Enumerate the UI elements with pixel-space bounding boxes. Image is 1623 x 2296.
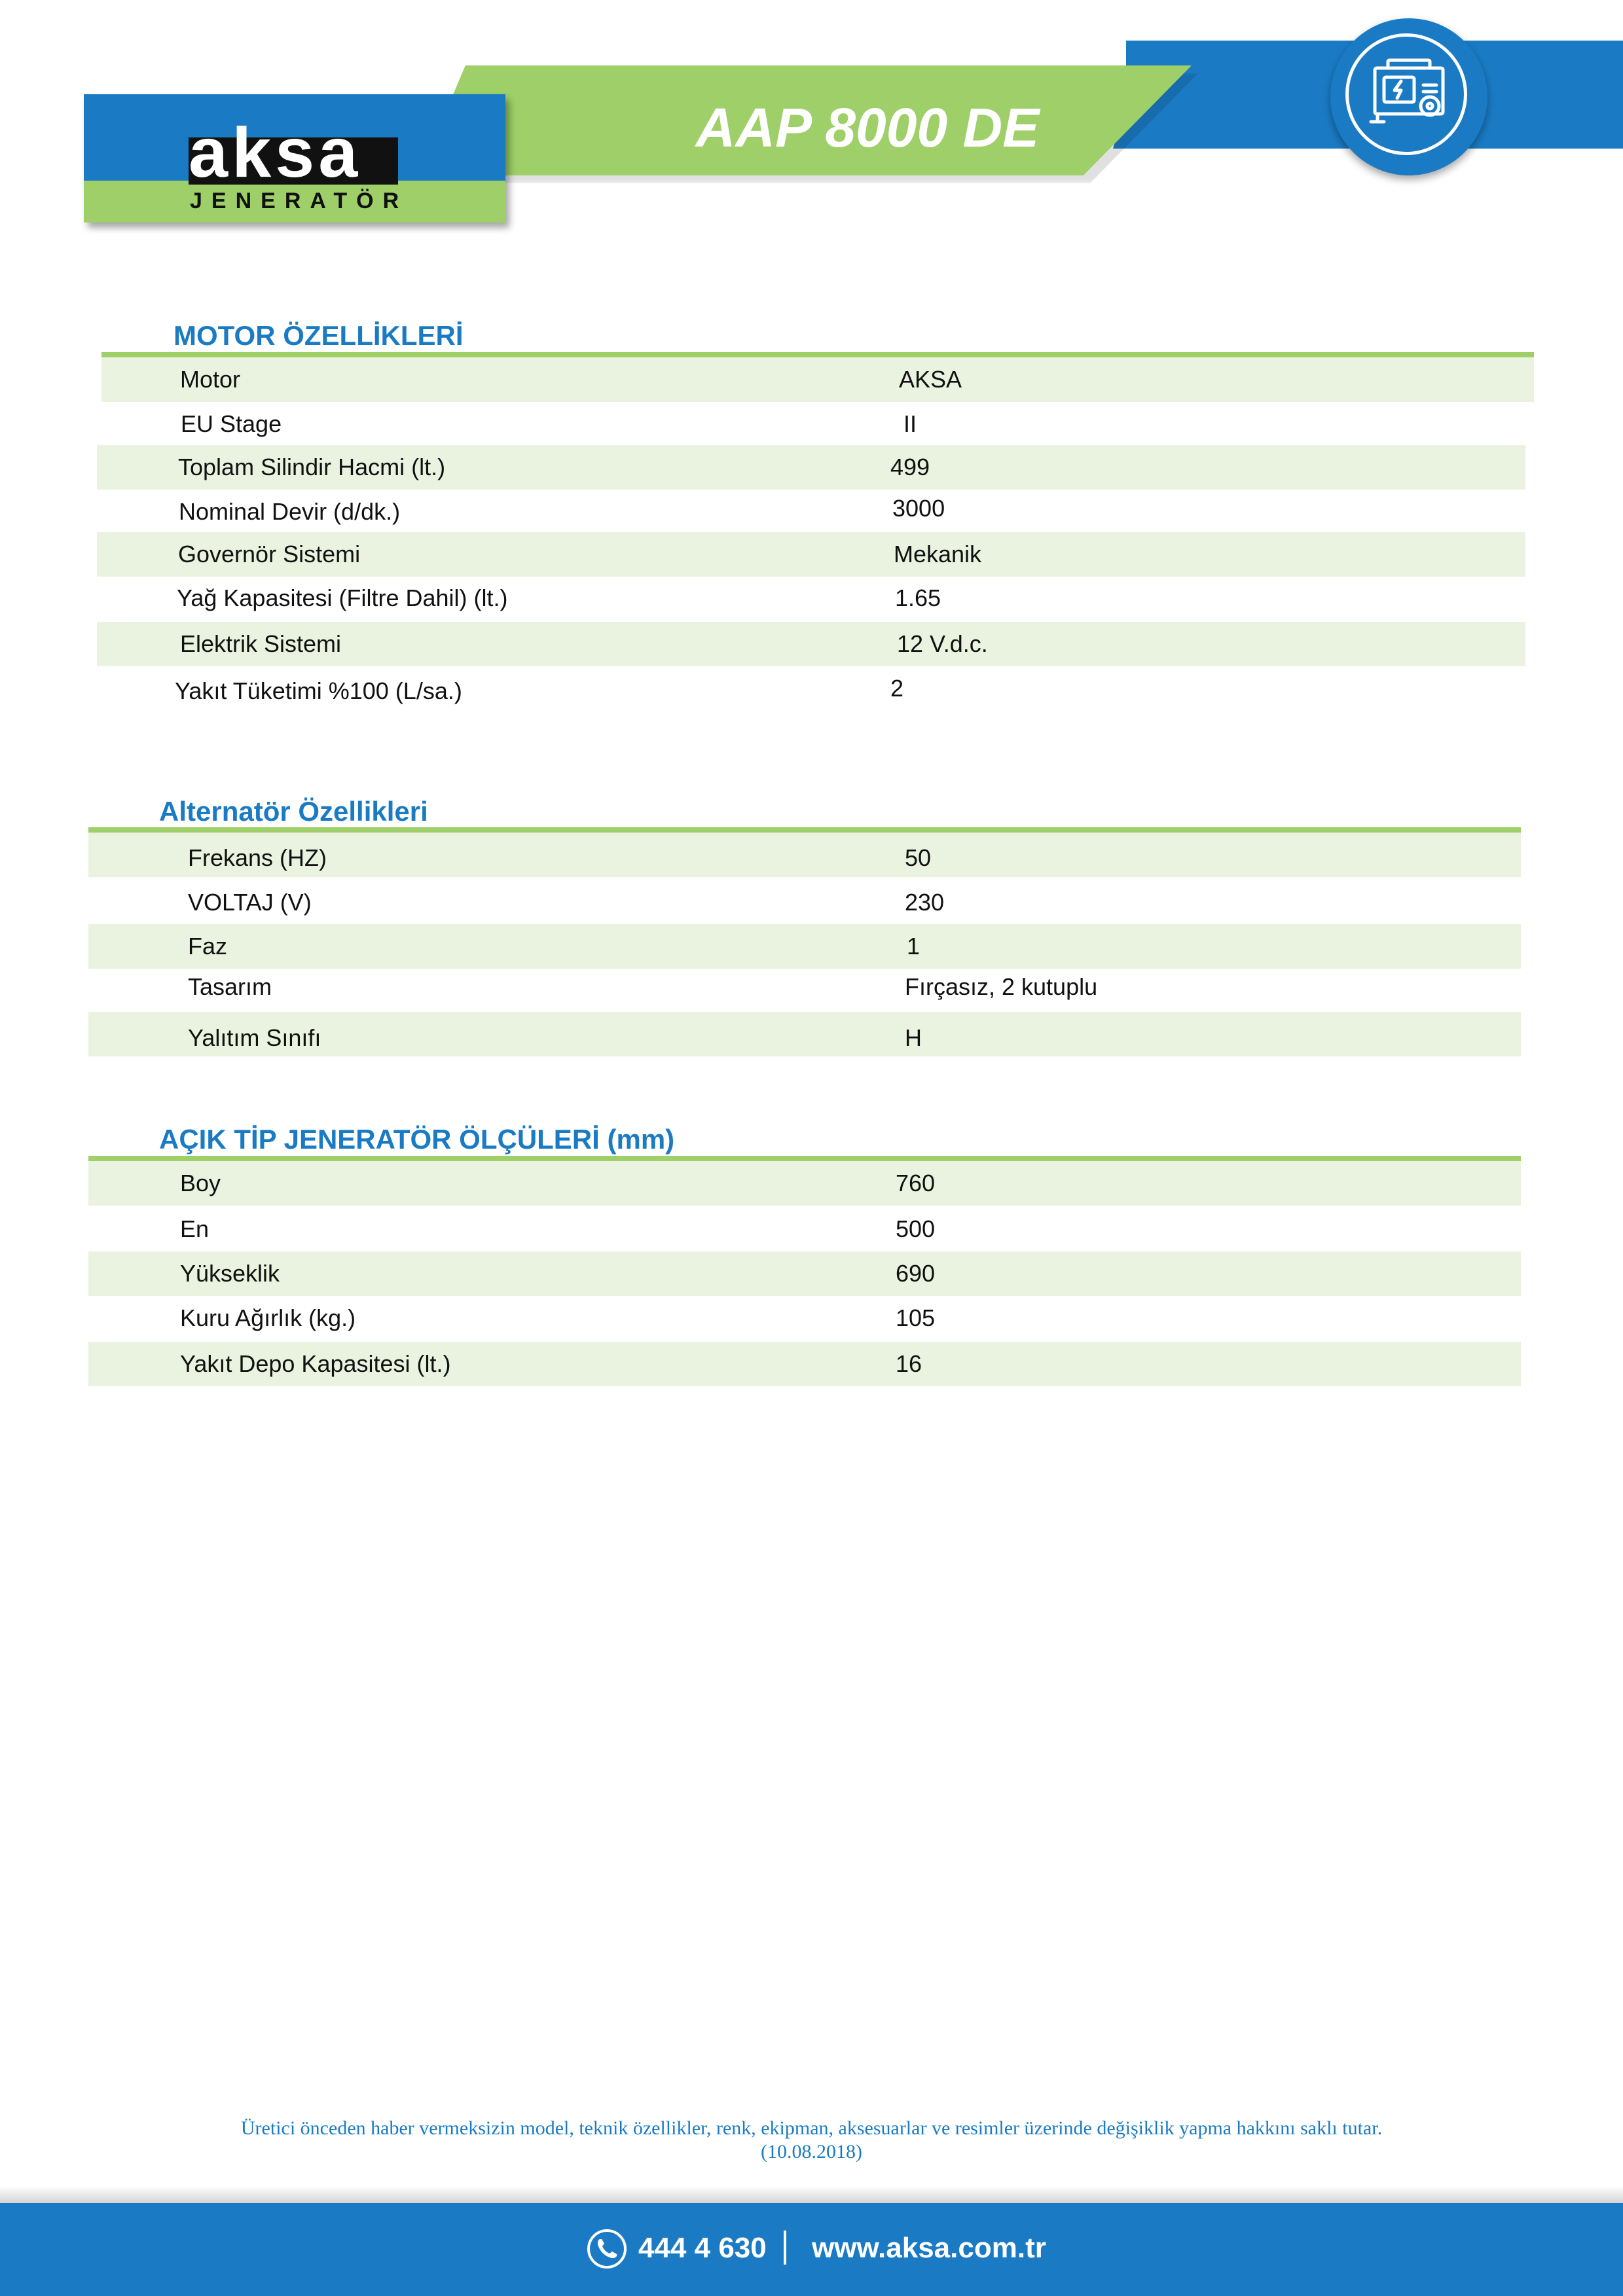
spec-label: VOLTAJ (V) bbox=[188, 889, 312, 916]
spec-label: Yükseklik bbox=[180, 1260, 280, 1287]
spec-value: 50 bbox=[905, 844, 932, 871]
spec-label: Yakıt Tüketimi %100 (L/sa.) bbox=[175, 677, 462, 704]
spec-label: Nominal Devir (d/dk.) bbox=[179, 498, 401, 525]
spec-value: 105 bbox=[896, 1304, 936, 1331]
footer-separator bbox=[784, 2231, 786, 2265]
spec-label: Governör Sistemi bbox=[178, 541, 361, 567]
dimensions-section-title: AÇIK TİP JENERATÖR ÖLÇÜLERİ (mm) bbox=[159, 1124, 675, 1155]
spec-label: Yağ Kapasitesi (Filtre Dahil) (lt.) bbox=[177, 584, 508, 611]
spec-value: 16 bbox=[896, 1350, 922, 1377]
disclaimer-date: (10.08.2018) bbox=[761, 2141, 862, 2162]
spec-label: Yalıtım Sınıfı bbox=[188, 1024, 321, 1051]
alternator-section-rule bbox=[88, 827, 1521, 833]
spec-value: H bbox=[905, 1024, 922, 1051]
spec-label: Boy bbox=[180, 1170, 221, 1196]
table-row bbox=[88, 1251, 1521, 1296]
logo-subtitle: JENERATÖR bbox=[190, 188, 409, 213]
spec-value: 760 bbox=[896, 1170, 936, 1196]
spec-value: 500 bbox=[896, 1215, 936, 1242]
motor-section-title: MOTOR ÖZELLİKLERİ bbox=[173, 320, 464, 351]
spec-value: 230 bbox=[905, 889, 945, 916]
model-title: AAP 8000 DE bbox=[695, 97, 1040, 158]
footer-phone[interactable]: 444 4 630 bbox=[638, 2232, 767, 2264]
spec-value: 2 bbox=[890, 675, 904, 702]
spec-label: Elektrik Sistemi bbox=[180, 630, 342, 657]
spec-value: 1.65 bbox=[895, 584, 941, 611]
alternator-section-title: Alternatör Özellikleri bbox=[159, 796, 428, 827]
logo-wordmark: aksa bbox=[189, 113, 362, 192]
spec-value: 1 bbox=[907, 933, 921, 960]
disclaimer-text: Üretici önceden haber vermeksizin model, teknik özellikler, renk, ekipman, aksesuarlar ve resimler üzerinde değişiklik yapma hakkını saklı tutar. bbox=[240, 2117, 1383, 2139]
dimensions-section-rule bbox=[88, 1156, 1521, 1161]
footer-website-link[interactable]: www.aksa.com.tr bbox=[812, 2232, 1046, 2264]
aksa-logo bbox=[84, 94, 505, 223]
footer-shadow bbox=[0, 2186, 1623, 2204]
spec-value: 499 bbox=[890, 454, 930, 480]
spec-label: Kuru Ağırlık (kg.) bbox=[180, 1304, 356, 1331]
phone-icon bbox=[587, 2229, 627, 2269]
spec-value: II bbox=[903, 410, 917, 437]
spec-label: En bbox=[180, 1215, 210, 1242]
table-row bbox=[101, 357, 1534, 402]
table-row bbox=[88, 924, 1521, 969]
motor-section-rule bbox=[101, 352, 1534, 357]
spec-value: Fırçasız, 2 kutuplu bbox=[905, 973, 1098, 1000]
spec-value: 690 bbox=[896, 1260, 936, 1287]
spec-value: Mekanik bbox=[894, 541, 982, 567]
spec-value: AKSA bbox=[899, 366, 962, 393]
spec-label: Toplam Silindir Hacmi (lt.) bbox=[178, 454, 446, 480]
spec-label: Frekans (HZ) bbox=[188, 844, 327, 871]
disclaimer bbox=[131, 2117, 1492, 2164]
spec-label: Motor bbox=[180, 366, 241, 393]
spec-value: 12 V.d.c. bbox=[897, 630, 988, 657]
spec-label: Tasarım bbox=[188, 973, 272, 1000]
spec-label: EU Stage bbox=[181, 410, 282, 437]
spec-value: 3000 bbox=[892, 495, 945, 522]
spec-label: Faz bbox=[188, 933, 228, 960]
table-row bbox=[88, 1161, 1521, 1206]
spec-label: Yakıt Depo Kapasitesi (lt.) bbox=[180, 1350, 451, 1377]
generator-icon bbox=[1368, 56, 1450, 128]
